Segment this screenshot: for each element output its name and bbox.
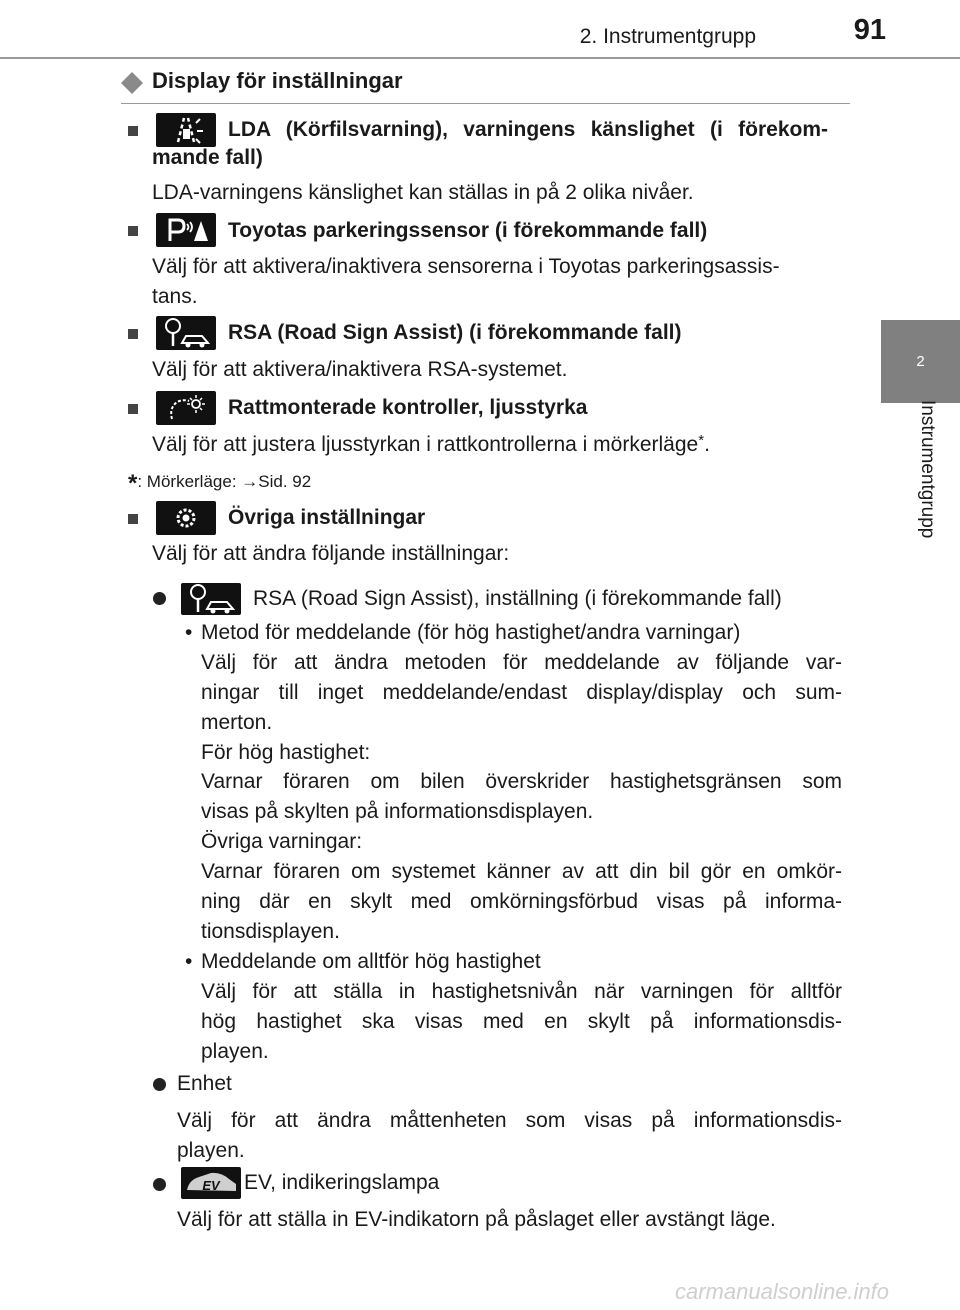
ev-indicator-label: EV, indikeringslampa (244, 1171, 440, 1194)
overspeed-line: playen. (201, 1040, 269, 1063)
steering-brightness-heading: Rattmonterade kontroller, ljusstyrka (228, 396, 588, 419)
rsa-setting-label: RSA (Road Sign Assist), inställning (i förekommande fall) (253, 587, 782, 610)
parking-sensor-heading: Toyotas parkeringssensor (i förekommande fall) (228, 219, 708, 242)
diamond-icon (121, 72, 143, 94)
section-title: Display för inställningar (152, 68, 403, 93)
notification-method-line: visas på skylten på informationsdisplayen. (201, 800, 594, 823)
chapter-title: 2. Instrumentgrupp (579, 25, 756, 48)
round-bullet-icon (153, 592, 166, 605)
page-number: 91 (853, 14, 886, 46)
round-bullet-icon (153, 1178, 166, 1191)
parking-sensor-description: Välj för att aktivera/inaktivera sensorerna i Toyotas parkeringsassis- (152, 255, 780, 278)
notification-method-line: Varnar föraren om bilen överskrider hastighetsgränsen som (201, 770, 842, 793)
square-bullet-icon (128, 329, 138, 339)
round-bullet-icon (153, 1078, 166, 1091)
unit-description: Välj för att ändra måttenheten som visas på informationsdis- (177, 1109, 842, 1132)
ev-indicator-icon (181, 1167, 241, 1199)
notification-method-line: Övriga varningar: (201, 830, 363, 853)
rsa-icon (156, 316, 216, 350)
square-bullet-icon (128, 514, 138, 524)
chapter-tab: 2 (881, 320, 960, 403)
square-bullet-icon (128, 404, 138, 414)
unit-label: Enhet (177, 1072, 232, 1095)
lda-heading-cont: mande fall) (152, 146, 263, 169)
rsa-icon (181, 583, 241, 615)
parking-sensor-icon (156, 213, 216, 247)
unit-description-cont: playen. (177, 1139, 245, 1162)
footnote-reference: * (698, 432, 705, 449)
rsa-heading: RSA (Road Sign Assist) (i förekommande fall) (228, 321, 682, 344)
lda-heading: LDA (Körfilsvarning), varningens känslighet (i förekom- (228, 118, 828, 141)
steering-brightness-icon (156, 391, 216, 425)
overspeed-line: Välj för att ställa in hastighetsnivån när varningen för alltför (201, 980, 842, 1003)
dash-bullet: • (185, 621, 193, 644)
parking-sensor-description-cont: tans. (152, 285, 198, 308)
square-bullet-icon (128, 126, 138, 136)
footnote-text[interactable]: : Mörkerläge: →Sid. 92 (137, 472, 312, 491)
footnote: *: Mörkerläge: →Sid. 92 (128, 470, 312, 497)
header-divider (0, 57, 960, 59)
section-divider (121, 103, 850, 104)
notification-method-line: Välj för att ändra metoden för meddelande av följande var- (201, 651, 842, 674)
notification-method-line: ning där en skylt med omkörningsförbud visas på informa- (201, 890, 842, 913)
watermark: carmanualsonline.info (675, 1279, 890, 1304)
ev-indicator-description: Välj för att ställa in EV-indikatorn på påslaget eller avstängt läge. (177, 1208, 776, 1231)
steering-brightness-description: Välj för att justera ljusstyrkan i rattkontrollerna i mörkerläge*. (152, 432, 710, 456)
notification-method-line: merton. (201, 711, 273, 734)
gear-icon (156, 501, 216, 535)
square-bullet-icon (128, 226, 138, 236)
notification-method-line: ningar till inget meddelande/endast display/display och sum- (201, 681, 842, 704)
dash-bullet: • (185, 950, 193, 973)
notification-method-title: Metod för meddelande (för hög hastighet/andra varningar) (201, 621, 741, 644)
overspeed-line: hög hastighet ska visas med en skylt på informationsdis- (201, 1010, 842, 1033)
chapter-tab-label: Instrumentgrupp (917, 400, 938, 539)
lda-icon (156, 113, 216, 147)
overspeed-title: Meddelande om alltför hög hastighet (201, 950, 541, 973)
other-settings-heading: Övriga inställningar (228, 506, 426, 529)
notification-method-line: För hög hastighet: (201, 741, 371, 764)
notification-method-line: Varnar föraren om systemet känner av att din bil gör en omkör- (201, 860, 842, 883)
other-settings-intro: Välj för att ändra följande inställningar: (152, 542, 510, 565)
lda-description: LDA-varningens känslighet kan ställas in på 2 olika nivåer. (152, 181, 694, 204)
notification-method-line: tionsdisplayen. (201, 920, 340, 943)
svg-text:EV: EV (202, 1178, 220, 1193)
rsa-description: Välj för att aktivera/inaktivera RSA-systemet. (152, 358, 568, 381)
